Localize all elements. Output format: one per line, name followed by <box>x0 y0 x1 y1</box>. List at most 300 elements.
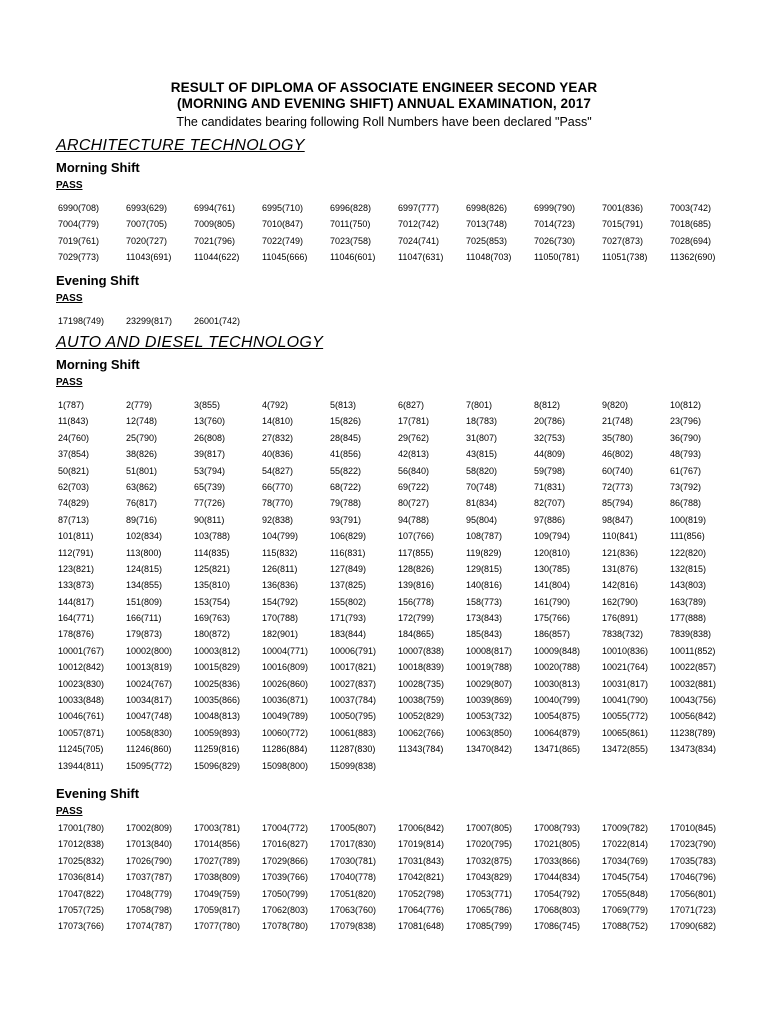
roll-entry: 11362(690) <box>670 252 716 263</box>
roll-entry: 17032(875) <box>466 855 513 866</box>
roll-entry: 156(778) <box>398 596 435 607</box>
roll-entry: 1(787) <box>58 400 85 410</box>
roll-entry: 7003(742) <box>670 203 712 213</box>
roll-entry: 17026(790) <box>126 855 173 866</box>
roll-entry: 17063(760) <box>330 904 377 915</box>
roll-entry: 7001(836) <box>602 203 644 213</box>
roll-entry: 17008(793) <box>534 823 581 833</box>
roll-entry: 10003(812) <box>194 645 241 656</box>
roll-entry: 11343(784) <box>398 744 444 755</box>
roll-entry: 182(901) <box>262 629 299 640</box>
roll-entry: 17007(805) <box>466 823 513 833</box>
roll-entry: 10028(735) <box>398 678 445 689</box>
roll-entry: 10055(772) <box>602 711 649 722</box>
roll-entry: 185(843) <box>466 629 503 640</box>
roll-entry: 23299(817) <box>126 316 173 326</box>
roll-entry: 133(873) <box>58 580 95 591</box>
roll-entry: 17057(725) <box>58 904 105 915</box>
roll-entry: 7020(727) <box>126 235 168 246</box>
roll-entry: 103(788) <box>194 531 231 542</box>
roll-entry: 93(791) <box>330 514 362 525</box>
roll-entry: 158(773) <box>466 596 503 607</box>
roll-entry: 107(766) <box>398 531 435 542</box>
roll-entry: 13(760) <box>194 416 226 427</box>
roll-entry: 69(722) <box>398 481 430 492</box>
roll-entry: 17065(786) <box>466 904 513 915</box>
dept-heading-auto-diesel: AUTO AND DIESEL TECHNOLOGY <box>56 334 324 351</box>
roll-entry: 10020(788) <box>534 662 581 673</box>
roll-entry: 68(722) <box>330 481 362 492</box>
roll-entry: 17046(796) <box>670 872 717 883</box>
roll-entry: 38(826) <box>126 449 158 460</box>
roll-entry: 11043(691) <box>126 252 172 263</box>
roll-entry: 11245(705) <box>58 744 104 755</box>
roll-entry: 10046(761) <box>58 711 105 722</box>
roll-entry: 24(760) <box>58 432 90 443</box>
roll-entry: 129(815) <box>466 563 503 574</box>
roll-entry: 80(727) <box>398 498 430 509</box>
roll-entry: 141(804) <box>534 580 571 591</box>
roll-entry: 10033(848) <box>58 695 105 706</box>
roll-entry: 17047(822) <box>58 888 105 899</box>
roll-entry: 10031(817) <box>602 678 649 689</box>
roll-entry: 17078(780) <box>262 921 309 932</box>
roll-entry: 116(831) <box>330 547 366 558</box>
roll-entry: 59(798) <box>534 465 566 476</box>
roll-entry: 10057(871) <box>58 727 105 738</box>
roll-entry: 17035(783) <box>670 855 717 866</box>
roll-entry: 171(793) <box>330 613 367 624</box>
roll-entry: 144(817) <box>58 596 95 607</box>
roll-entry: 10026(860) <box>262 678 309 689</box>
roll-entry: 127(849) <box>330 563 367 574</box>
roll-entry: 177(888) <box>670 613 707 624</box>
roll-entry: 7011(750) <box>330 219 371 230</box>
roll-entry: 151(809) <box>126 596 163 607</box>
roll-entry: 108(787) <box>466 531 503 542</box>
roll-entry: 85(794) <box>602 498 634 509</box>
roll-entry: 17048(779) <box>126 888 173 899</box>
roll-entry: 114(835) <box>194 547 230 558</box>
roll-entry: 143(803) <box>670 580 707 591</box>
roll-entry: 7018(685) <box>670 219 712 230</box>
roll-entry: 43(815) <box>466 449 498 460</box>
roll-entry: 17010(845) <box>670 823 717 833</box>
roll-entry: 21(748) <box>602 416 634 427</box>
roll-entry: 15099(838) <box>330 760 377 771</box>
roll-entry: 9(820) <box>602 400 629 410</box>
roll-entry: 17016(827) <box>262 839 309 850</box>
roll-entry: 134(855) <box>126 580 163 591</box>
roll-entry: 20(786) <box>534 416 566 427</box>
roll-entry: 61(767) <box>670 465 702 476</box>
roll-entry: 10006(791) <box>330 645 377 656</box>
roll-entry: 17045(754) <box>602 872 649 883</box>
roll-entry: 8(812) <box>534 400 561 410</box>
roll-entry: 10024(767) <box>126 678 173 689</box>
roll-entry: 15(826) <box>330 416 362 427</box>
roll-entry: 10016(809) <box>262 662 309 673</box>
roll-entry: 111(856) <box>670 531 705 542</box>
roll-entry: 11046(601) <box>330 252 376 263</box>
roll-entry: 17029(866) <box>262 855 309 866</box>
roll-entry: 132(815) <box>670 563 707 574</box>
roll-entry: 17043(829) <box>466 872 513 883</box>
roll-entry: 17005(807) <box>330 823 377 833</box>
roll-entry: 17037(787) <box>126 872 173 883</box>
roll-entry: 11045(666) <box>262 252 308 263</box>
roll-entry: 72(773) <box>602 481 634 492</box>
page-title-line2: (MORNING AND EVENING SHIFT) ANNUAL EXAMINATION, 2017 <box>177 96 591 111</box>
roll-entry: 35(780) <box>602 432 634 443</box>
roll-entry: 7027(873) <box>602 235 644 246</box>
roll-entry: 10008(817) <box>466 645 513 656</box>
roll-entry: 11(843) <box>58 416 89 427</box>
roll-entry: 10018(839) <box>398 662 445 673</box>
roll-entry: 130(785) <box>534 563 571 574</box>
roll-entry: 40(836) <box>262 449 294 460</box>
roll-entry: 100(819) <box>670 514 707 525</box>
roll-entry: 17014(856) <box>194 839 241 850</box>
roll-entry: 17064(776) <box>398 904 445 915</box>
roll-entry: 166(711) <box>126 613 162 624</box>
roll-entry: 6998(826) <box>466 203 508 213</box>
roll-entry: 10019(788) <box>466 662 513 673</box>
roll-entry: 17025(832) <box>58 855 105 866</box>
roll-entry: 17023(790) <box>670 839 717 850</box>
roll-entry: 6994(761) <box>194 203 236 213</box>
roll-entry: 104(799) <box>262 531 299 542</box>
page-subtitle: The candidates bearing following Roll Numbers have been declared "Pass" <box>176 115 592 129</box>
roll-entry: 7021(796) <box>194 235 236 246</box>
roll-entry: 17055(848) <box>602 888 649 899</box>
roll-entry: 10034(817) <box>126 695 173 706</box>
roll-entry: 173(843) <box>466 613 503 624</box>
roll-entry: 176(891) <box>602 613 639 624</box>
roll-entry: 125(821) <box>194 563 231 574</box>
roll-entry: 28(845) <box>330 432 362 443</box>
roll-entry: 25(790) <box>126 432 158 443</box>
roll-entry: 7015(791) <box>602 219 644 230</box>
roll-entry: 121(836) <box>602 547 639 558</box>
roll-entry: 10010(836) <box>602 645 649 656</box>
roll-entry: 26(808) <box>194 432 226 443</box>
roll-entry: 23(796) <box>670 416 702 427</box>
roll-entry: 62(703) <box>58 481 90 492</box>
roll-entry: 7029(773) <box>58 252 100 263</box>
roll-entry: 15096(829) <box>194 760 241 771</box>
roll-entry: 7013(748) <box>466 219 508 230</box>
auto-diesel-evening-pass-label: PASS <box>56 806 83 817</box>
roll-entry: 42(813) <box>398 449 430 460</box>
roll-entry: 112(791) <box>58 547 94 558</box>
roll-entry: 6999(790) <box>534 203 576 213</box>
roll-entry: 46(802) <box>602 449 634 460</box>
roll-entry: 153(754) <box>194 596 231 607</box>
roll-entry: 11047(631) <box>398 252 444 263</box>
roll-entry: 6(827) <box>398 400 425 410</box>
roll-entry: 53(794) <box>194 465 226 476</box>
roll-entry: 11050(781) <box>534 252 580 263</box>
roll-entry: 183(844) <box>330 629 367 640</box>
roll-entry: 10053(732) <box>466 711 513 722</box>
roll-entry: 7012(742) <box>398 219 440 230</box>
roll-entry: 54(827) <box>262 465 294 476</box>
roll-entry: 7838(732) <box>602 629 644 640</box>
roll-entry: 92(838) <box>262 514 294 525</box>
roll-entry: 175(766) <box>534 613 571 624</box>
roll-entry: 55(822) <box>330 465 362 476</box>
roll-entry: 180(872) <box>194 629 231 640</box>
roll-entry: 97(886) <box>534 514 566 525</box>
roll-entry: 155(802) <box>330 596 367 607</box>
roll-entry: 76(817) <box>126 498 158 509</box>
architecture-morning-shift-label: Morning Shift <box>56 160 140 175</box>
roll-entry: 10007(838) <box>398 645 445 656</box>
roll-entry: 10029(807) <box>466 678 513 689</box>
roll-entry: 17017(830) <box>330 839 377 850</box>
roll-entry: 11246(860) <box>126 744 172 755</box>
roll-entry: 48(793) <box>670 449 702 460</box>
roll-entry: 10002(800) <box>126 645 173 656</box>
roll-entry: 60(740) <box>602 465 634 476</box>
roll-entry: 10004(771) <box>262 645 309 656</box>
roll-grid <box>58 313 738 329</box>
roll-entry: 110(841) <box>602 531 638 542</box>
roll-entry: 10062(766) <box>398 727 445 738</box>
roll-entry: 170(788) <box>262 613 299 624</box>
roll-entry: 101(811) <box>58 531 94 542</box>
roll-entry: 17040(778) <box>330 872 377 883</box>
roll-entry: 10037(784) <box>330 695 377 706</box>
roll-entry: 51(801) <box>126 465 158 476</box>
roll-entry: 65(739) <box>194 481 226 492</box>
roll-entry: 128(826) <box>398 563 435 574</box>
roll-entry: 13471(865) <box>534 744 581 755</box>
roll-entry: 70(748) <box>466 481 498 492</box>
roll-entry: 140(816) <box>466 580 503 591</box>
auto-diesel-evening-shift-label: Evening Shift <box>56 786 140 801</box>
roll-entry: 10052(829) <box>398 711 445 722</box>
roll-entry: 5(813) <box>330 400 357 410</box>
roll-entry: 32(753) <box>534 432 566 443</box>
roll-entry: 17039(766) <box>262 872 309 883</box>
roll-entry: 17013(840) <box>126 839 173 850</box>
roll-entry: 163(789) <box>670 596 707 607</box>
roll-entry: 11287(830) <box>330 744 376 755</box>
roll-entry: 17068(803) <box>534 904 581 915</box>
roll-entry: 10048(813) <box>194 711 241 722</box>
roll-entry: 109(794) <box>534 531 571 542</box>
roll-entry: 17052(798) <box>398 888 445 899</box>
roll-entry: 10021(764) <box>602 662 649 673</box>
roll-entry: 17044(834) <box>534 872 581 883</box>
roll-entry: 17073(766) <box>58 921 105 932</box>
roll-entry: 98(847) <box>602 514 634 525</box>
roll-entry: 89(716) <box>126 514 158 525</box>
roll-entry: 17006(842) <box>398 823 445 833</box>
roll-entry: 86(788) <box>670 498 702 509</box>
roll-entry: 17030(781) <box>330 855 377 866</box>
roll-entry: 137(825) <box>330 580 367 591</box>
roll-entry: 17069(779) <box>602 904 649 915</box>
roll-entry: 17074(787) <box>126 921 173 932</box>
roll-entry: 7007(705) <box>126 219 168 230</box>
roll-entry: 6995(710) <box>262 203 304 213</box>
roll-entry: 10022(857) <box>670 662 717 673</box>
roll-grid <box>58 200 738 266</box>
roll-entry: 10059(893) <box>194 727 241 738</box>
auto-diesel-morning-pass-label: PASS <box>56 377 83 388</box>
roll-entry: 73(792) <box>670 481 702 492</box>
roll-entry: 17081(648) <box>398 921 445 932</box>
roll-entry: 13944(811) <box>58 760 104 771</box>
roll-entry: 13472(855) <box>602 744 649 755</box>
roll-entry: 10061(883) <box>330 727 377 738</box>
roll-grid <box>58 820 738 935</box>
roll-entry: 7004(779) <box>58 219 100 230</box>
roll-entry: 6997(777) <box>398 203 440 213</box>
roll-entry: 78(770) <box>262 498 294 509</box>
roll-entry: 123(821) <box>58 563 95 574</box>
roll-entry: 124(815) <box>126 563 163 574</box>
roll-entry: 119(829) <box>466 547 502 558</box>
roll-entry: 10025(836) <box>194 678 241 689</box>
roll-entry: 10012(842) <box>58 662 105 673</box>
roll-entry: 10058(830) <box>126 727 173 738</box>
roll-entry: 17012(838) <box>58 839 105 850</box>
roll-entry: 10040(799) <box>534 695 581 706</box>
roll-entry: 17027(789) <box>194 855 241 866</box>
roll-entry: 36(790) <box>670 432 702 443</box>
roll-entry: 17079(838) <box>330 921 377 932</box>
roll-entry: 10060(772) <box>262 727 309 738</box>
roll-entry: 58(820) <box>466 465 498 476</box>
roll-entry: 10039(869) <box>466 695 513 706</box>
roll-entry: 115(832) <box>262 547 298 558</box>
roll-entry: 172(799) <box>398 613 435 624</box>
roll-entry: 186(857) <box>534 629 571 640</box>
roll-entry: 7025(853) <box>466 235 508 246</box>
roll-entry: 17042(821) <box>398 872 445 883</box>
roll-entry: 82(707) <box>534 498 566 509</box>
roll-entry: 17001(780) <box>58 823 105 833</box>
roll-entry: 11044(622) <box>194 252 240 263</box>
roll-entry: 7024(741) <box>398 235 440 246</box>
roll-entry: 10035(866) <box>194 695 241 706</box>
roll-entry: 31(807) <box>466 432 498 443</box>
roll-entry: 10017(821) <box>330 662 377 673</box>
roll-entry: 6996(828) <box>330 203 372 213</box>
roll-entry: 10011(852) <box>670 645 716 656</box>
roll-entry: 17034(769) <box>602 855 649 866</box>
roll-entry: 7023(758) <box>330 235 372 246</box>
roll-entry: 17053(771) <box>466 888 513 899</box>
roll-entry: 17198(749) <box>58 316 105 326</box>
roll-entry: 7019(761) <box>58 235 100 246</box>
roll-entry: 10043(756) <box>670 695 717 706</box>
roll-entry: 10049(789) <box>262 711 309 722</box>
roll-entry: 50(821) <box>58 465 90 476</box>
roll-entry: 7022(749) <box>262 235 304 246</box>
roll-entry: 162(790) <box>602 596 639 607</box>
roll-entry: 13473(834) <box>670 744 717 755</box>
roll-entry: 94(788) <box>398 514 430 525</box>
roll-entry: 17071(723) <box>670 904 717 915</box>
roll-entry: 15098(800) <box>262 760 309 771</box>
roll-entry: 10030(813) <box>534 678 581 689</box>
roll-entry: 17009(782) <box>602 823 649 833</box>
roll-entry: 179(873) <box>126 629 163 640</box>
roll-entry: 10(812) <box>670 400 702 410</box>
roll-entry: 10047(748) <box>126 711 173 722</box>
roll-entry: 17022(814) <box>602 839 649 850</box>
roll-entry: 4(792) <box>262 400 289 410</box>
roll-entry: 17019(814) <box>398 839 445 850</box>
roll-entry: 102(834) <box>126 531 163 542</box>
roll-entry: 136(836) <box>262 580 299 591</box>
roll-entry: 71(831) <box>534 481 566 492</box>
roll-entry: 7(801) <box>466 400 493 410</box>
roll-entry: 7014(723) <box>534 219 576 230</box>
roll-entry: 17004(772) <box>262 823 309 833</box>
roll-entry: 79(788) <box>330 498 362 509</box>
roll-entry: 154(792) <box>262 596 299 607</box>
auto-diesel-morning-shift-label: Morning Shift <box>56 357 140 372</box>
roll-entry: 6990(708) <box>58 203 100 213</box>
roll-entry: 17036(814) <box>58 872 105 883</box>
roll-entry: 17049(759) <box>194 888 241 899</box>
roll-entry: 120(810) <box>534 547 571 558</box>
roll-entry: 10015(829) <box>194 662 241 673</box>
roll-entry: 12(748) <box>126 416 158 427</box>
roll-entry: 10054(875) <box>534 711 581 722</box>
roll-entry: 10032(881) <box>670 678 717 689</box>
roll-entry: 6993(629) <box>126 203 168 213</box>
roll-entry: 17002(809) <box>126 823 173 833</box>
roll-entry: 17059(817) <box>194 904 241 915</box>
roll-entry: 11238(789) <box>670 727 716 738</box>
roll-entry: 161(790) <box>534 596 571 607</box>
architecture-morning-pass-label: PASS <box>56 180 83 191</box>
roll-entry: 17031(843) <box>398 855 445 866</box>
roll-entry: 41(856) <box>330 449 362 460</box>
roll-entry: 17085(799) <box>466 921 513 932</box>
roll-entry: 63(862) <box>126 481 158 492</box>
roll-entry: 18(783) <box>466 416 498 427</box>
roll-entry: 37(854) <box>58 449 90 460</box>
roll-entry: 17050(799) <box>262 888 309 899</box>
roll-entry: 17054(792) <box>534 888 581 899</box>
roll-entry: 29(762) <box>398 432 430 443</box>
roll-entry: 10009(848) <box>534 645 581 656</box>
roll-entry: 17058(798) <box>126 904 173 915</box>
roll-entry: 56(840) <box>398 465 430 476</box>
roll-entry: 17033(866) <box>534 855 581 866</box>
roll-entry: 10063(850) <box>466 727 513 738</box>
roll-entry: 142(816) <box>602 580 639 591</box>
roll-entry: 10038(759) <box>398 695 445 706</box>
roll-entry: 17077(780) <box>194 921 241 932</box>
roll-entry: 10056(842) <box>670 711 717 722</box>
roll-entry: 10050(795) <box>330 711 377 722</box>
roll-entry: 10064(879) <box>534 727 581 738</box>
roll-entry: 27(832) <box>262 432 294 443</box>
roll-entry: 17038(809) <box>194 872 241 883</box>
roll-entry: 164(771) <box>58 613 95 624</box>
roll-entry: 11259(816) <box>194 744 240 755</box>
roll-entry: 10065(861) <box>602 727 649 738</box>
